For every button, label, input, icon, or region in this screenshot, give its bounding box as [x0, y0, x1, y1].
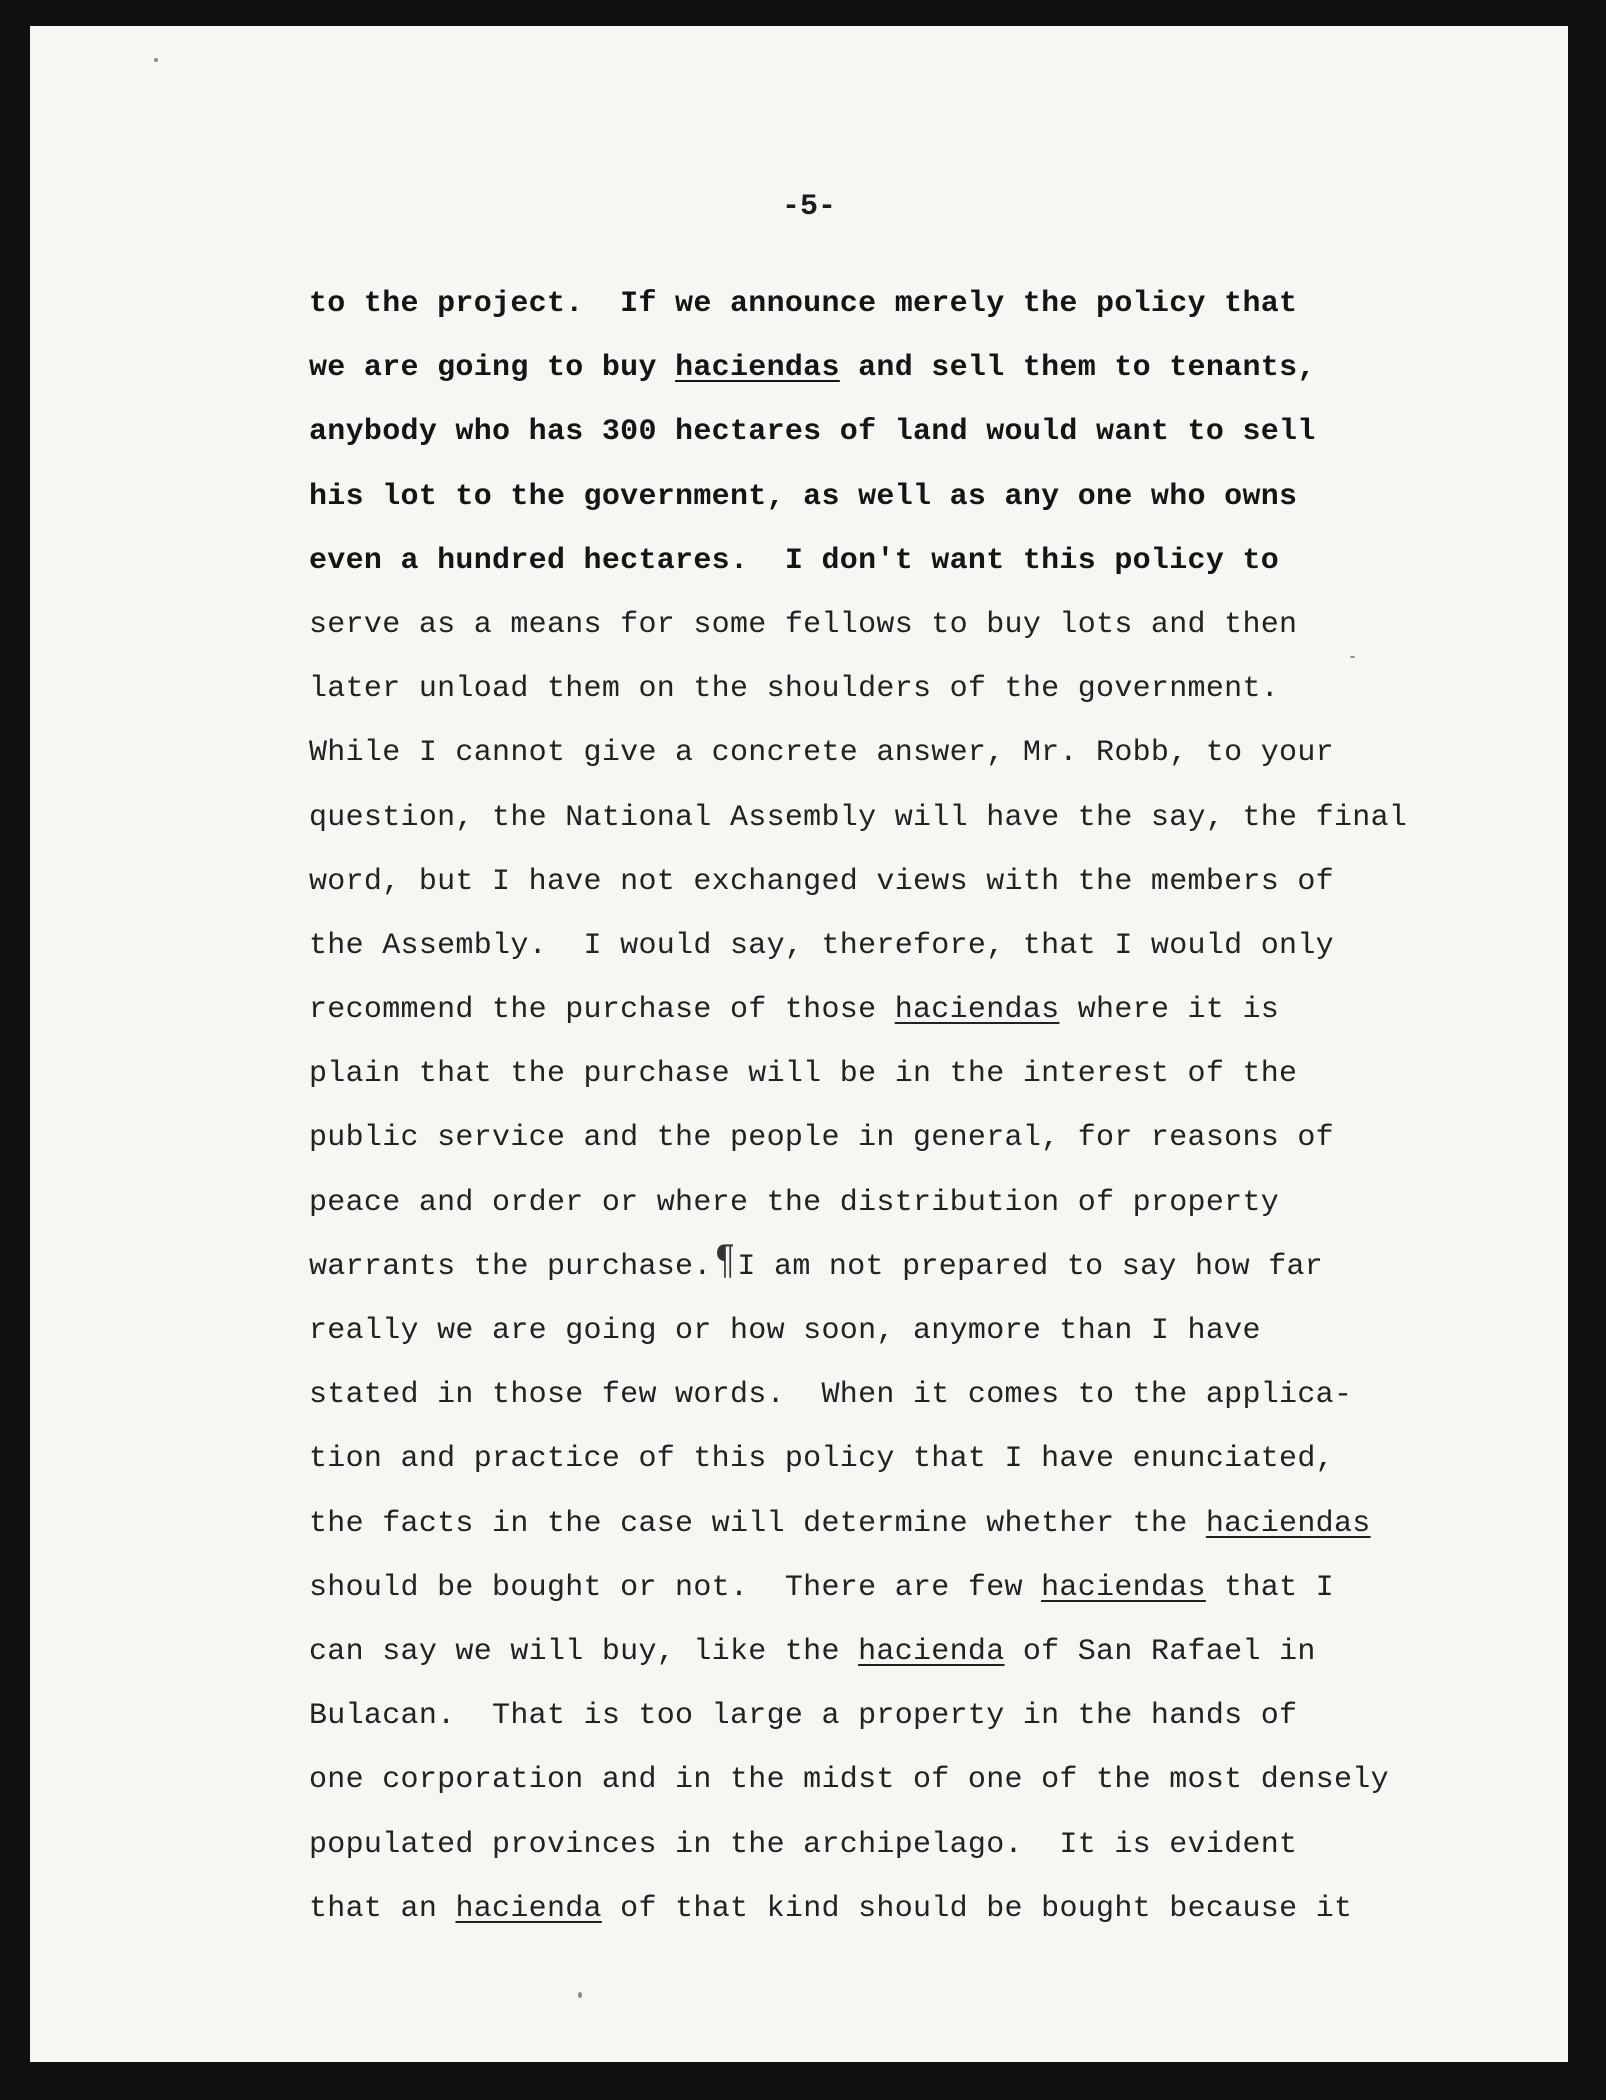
text-line: question, the National Assembly will have the say, the final — [309, 800, 1408, 835]
text-line: stated in those few words. When it comes to the applica- — [309, 1378, 1353, 1413]
text-line: public service and the people in general, for reasons of — [309, 1121, 1334, 1156]
underlined-word: haciendas — [675, 351, 840, 386]
text-line: the Assembly. I would say, therefore, that I would only — [309, 928, 1334, 963]
document-page — [30, 26, 1568, 2062]
paper-speck — [578, 1992, 582, 1998]
text-line-segment: that an — [309, 1891, 456, 1926]
text-line — [309, 1492, 1529, 1556]
text-line — [309, 1877, 1529, 1941]
text-line: populated provinces in the archipelago. It is evident — [309, 1827, 1298, 1862]
paper-speck — [154, 58, 158, 62]
body-text — [309, 272, 1529, 1941]
underlined-word: hacienda — [455, 1891, 602, 1926]
text-line — [309, 336, 1529, 400]
page-number: -5- — [781, 190, 836, 224]
text-line — [309, 1235, 1529, 1299]
text-line — [309, 400, 1529, 464]
text-line: serve as a means for some fellows to buy lots and then — [309, 607, 1298, 642]
text-line-segment: to the project. If we announce merely the policy that — [309, 287, 1298, 321]
text-line: one corporation and in the midst of one of the most densely — [309, 1763, 1389, 1798]
text-line-segment: and sell them to tenants, — [839, 351, 1316, 386]
text-line-segment: anybody who has 300 hectares of land would want to sell — [309, 415, 1316, 450]
text-line: Bulacan. That is too large a property in the hands of — [309, 1699, 1298, 1734]
underlined-word: haciendas — [1041, 1570, 1206, 1605]
underlined-word: haciendas — [894, 993, 1060, 1028]
text-line-segment: his lot to the government, as well as any one who owns — [309, 479, 1298, 514]
text-line-segment: where it is — [1059, 993, 1280, 1028]
text-line: tion and practice of this policy that I have enunciated, — [309, 1442, 1334, 1477]
text-line-segment: that I — [1205, 1570, 1334, 1605]
text-line: peace and order or where the distribution of property — [309, 1185, 1280, 1220]
underlined-word: hacienda — [858, 1634, 1005, 1669]
text-line — [309, 272, 1529, 336]
text-line — [309, 978, 1529, 1042]
text-line-segment: recommend the purchase of those — [309, 993, 895, 1028]
text-line: plain that the purchase will be in the interest of the — [309, 1057, 1298, 1092]
text-line-segment: should be bought or not. There are few — [309, 1570, 1042, 1605]
text-line-segment: can say we will buy, like the — [309, 1634, 859, 1669]
text-line-segment: the facts in the case will determine whether the — [309, 1506, 1206, 1541]
text-line-segment: even a hundred hectares. I don't want this policy to — [309, 543, 1280, 578]
text-line — [309, 1556, 1529, 1620]
underlined-word: haciendas — [1205, 1506, 1371, 1541]
text-line-segment: we are going to buy — [309, 351, 676, 386]
text-line — [309, 465, 1529, 529]
text-line: While I cannot give a concrete answer, Mr. Robb, to your — [309, 736, 1334, 771]
text-line-segment: of that kind should be bought because it — [601, 1891, 1353, 1926]
text-line — [309, 1620, 1529, 1684]
paragraph-mark-icon: ¶ — [714, 1237, 735, 1284]
text-line — [309, 529, 1529, 593]
text-line: word, but I have not exchanged views with the members of — [309, 864, 1334, 899]
text-line-segment: I am not prepared to say how far — [737, 1249, 1324, 1284]
text-line-segment: of San Rafael in — [1004, 1634, 1316, 1669]
text-line-segment: warrants the purchase. — [309, 1249, 712, 1284]
text-line: later unload them on the shoulders of the government. — [309, 672, 1280, 707]
text-line: really we are going or how soon, anymore than I have — [309, 1314, 1261, 1348]
